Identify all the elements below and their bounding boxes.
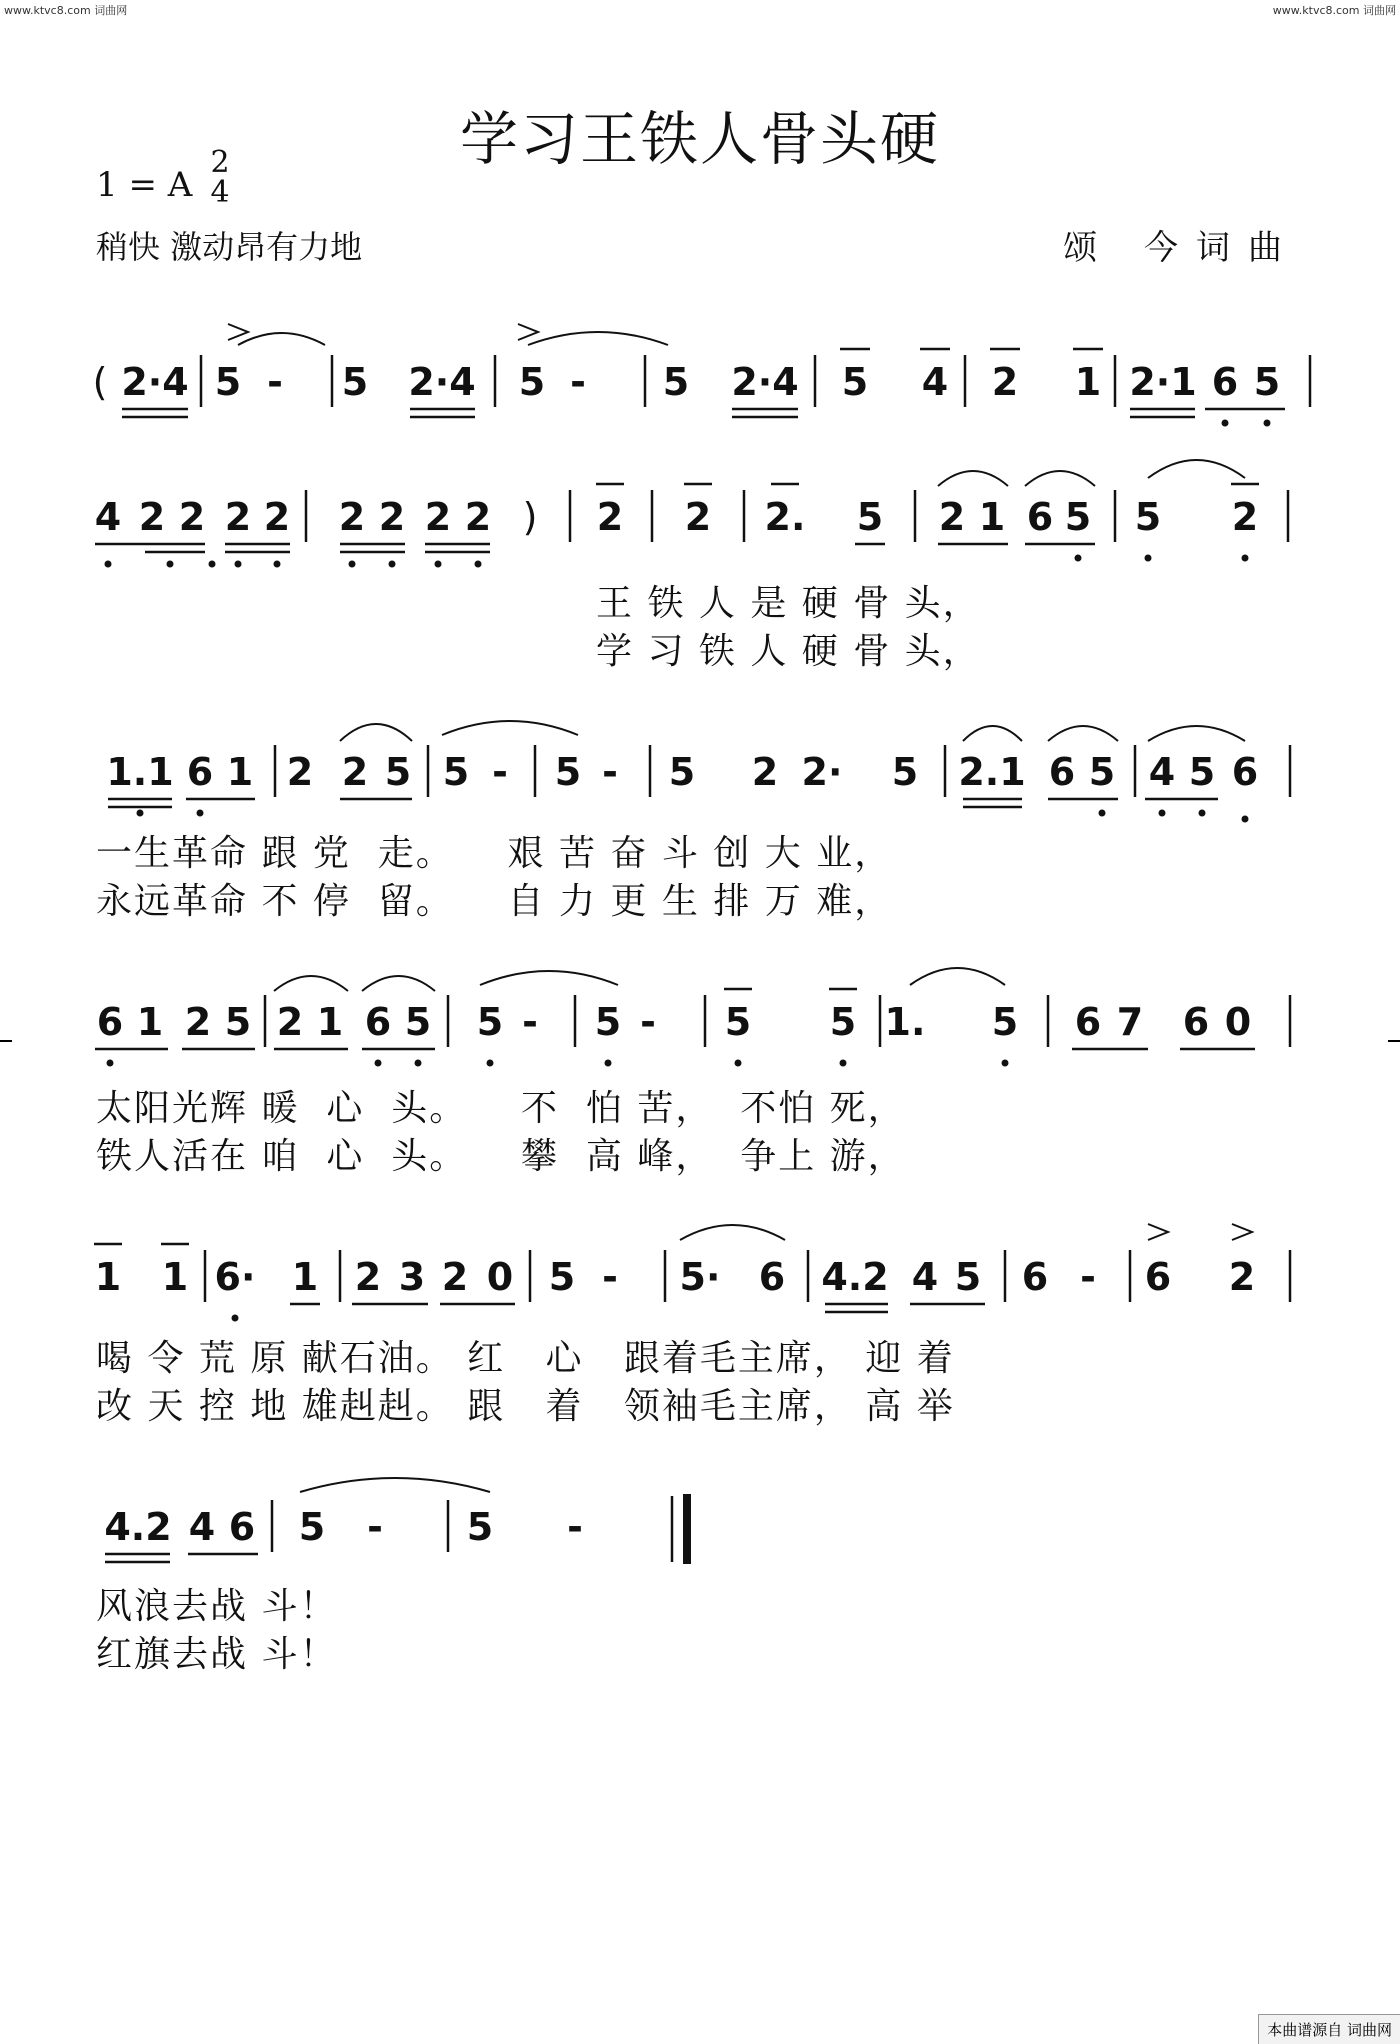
note: 5 bbox=[384, 750, 412, 794]
note: 4 bbox=[921, 360, 949, 404]
note: 4 bbox=[94, 495, 122, 539]
note: 6 bbox=[1144, 1255, 1172, 1299]
note: 2 bbox=[751, 750, 779, 794]
note: 5 bbox=[404, 1000, 432, 1044]
octave-dot bbox=[274, 561, 281, 568]
note: 6 bbox=[1182, 1000, 1210, 1044]
octave-dot bbox=[107, 1060, 114, 1067]
note: 5 bbox=[214, 360, 242, 404]
lyric-line5-verse1: 风浪去战 斗！ bbox=[96, 1586, 338, 1627]
note: 6· bbox=[214, 1255, 256, 1299]
note: 2 bbox=[1228, 1255, 1256, 1299]
note: 0 bbox=[1224, 1000, 1252, 1044]
note: 6 bbox=[1021, 1255, 1049, 1299]
note: 6 bbox=[1231, 750, 1259, 794]
time-bottom: 4 bbox=[210, 175, 230, 210]
note: 5· bbox=[679, 1255, 721, 1299]
slur bbox=[1025, 471, 1095, 486]
note: 5 bbox=[1088, 750, 1116, 794]
octave-dot bbox=[197, 810, 204, 817]
note: 2 bbox=[263, 495, 291, 539]
site-watermark-left: www.ktvc8.com 词曲网 bbox=[4, 4, 128, 17]
note: 2 bbox=[184, 1000, 212, 1044]
octave-dot bbox=[1222, 420, 1229, 427]
note: - bbox=[1080, 1255, 1096, 1299]
octave-dot bbox=[435, 561, 442, 568]
lyric-line4-verse1: 喝 令 荒 原 献石油。 红 心 跟着毛主席， 迎 着 bbox=[96, 1338, 955, 1379]
note: 2 bbox=[354, 1255, 382, 1299]
slur bbox=[1048, 726, 1118, 741]
note: 2. bbox=[764, 495, 806, 539]
octave-dot bbox=[1075, 555, 1082, 562]
octave-dot bbox=[840, 1060, 847, 1067]
note: 2·4 bbox=[408, 360, 476, 404]
note: 1 bbox=[1074, 360, 1102, 404]
note: 2 bbox=[441, 1255, 469, 1299]
slur bbox=[300, 1478, 490, 1492]
note: 2 bbox=[286, 750, 314, 794]
note: 6 bbox=[1048, 750, 1076, 794]
lyric-line2-verse1: 一生革命 跟 党 走。 艰 苦 奋 斗 创 大 业， bbox=[96, 833, 893, 874]
note: 2 bbox=[338, 495, 366, 539]
note: 5 bbox=[1064, 495, 1092, 539]
note: 5 bbox=[442, 750, 470, 794]
note: 4 bbox=[911, 1255, 939, 1299]
slur bbox=[1148, 726, 1245, 741]
note: 5 bbox=[724, 1000, 752, 1044]
octave-dot bbox=[1242, 816, 1249, 823]
note: 1 bbox=[291, 1255, 319, 1299]
note: 1 bbox=[161, 1255, 189, 1299]
note: 1 bbox=[226, 750, 254, 794]
source-footer: 本曲谱源自 词曲网 bbox=[1258, 2014, 1400, 2044]
note: 5 bbox=[668, 750, 696, 794]
note: 2.1 bbox=[958, 750, 1026, 794]
octave-dot bbox=[1145, 555, 1152, 562]
tempo-marking: 稍快 激动昂有力地 bbox=[96, 228, 363, 266]
slur bbox=[442, 721, 578, 735]
note: 1.1 bbox=[106, 750, 174, 794]
note: 5 bbox=[554, 750, 582, 794]
octave-dot bbox=[735, 1060, 742, 1067]
note: 2 bbox=[138, 495, 166, 539]
octave-dot bbox=[235, 561, 242, 568]
key-signature: 1 = A bbox=[96, 165, 193, 205]
slur bbox=[480, 971, 618, 985]
note: 4.2 bbox=[821, 1255, 889, 1299]
slur bbox=[963, 726, 1022, 741]
note: - bbox=[567, 1505, 583, 1549]
note: 2 bbox=[224, 495, 252, 539]
note: - bbox=[640, 1000, 656, 1044]
octave-dot bbox=[232, 1315, 239, 1322]
lyric-line1-verse1: 王 铁 人 是 硬 骨 头， bbox=[596, 583, 981, 624]
note: - bbox=[602, 750, 618, 794]
note: 2 bbox=[341, 750, 369, 794]
scan-edge-mark-right bbox=[1388, 1040, 1400, 1042]
slur bbox=[1148, 460, 1245, 478]
note: 2 bbox=[378, 495, 406, 539]
slur bbox=[274, 976, 348, 991]
octave-dot bbox=[1264, 420, 1271, 427]
note: 2 bbox=[276, 1000, 304, 1044]
lyric-line3-verse1: 太阳光辉 暖 心 头。 不 怕 苦， 不怕 死， bbox=[96, 1088, 906, 1129]
note: 5 bbox=[548, 1255, 576, 1299]
note: 5 bbox=[476, 1000, 504, 1044]
song-title: 学习王铁人骨头硬 bbox=[459, 105, 940, 173]
note: 2 bbox=[596, 495, 624, 539]
composer-credit: 颂 今词曲 bbox=[1063, 228, 1300, 268]
note: 0 bbox=[486, 1255, 514, 1299]
octave-dot bbox=[1242, 555, 1249, 562]
accent-mark bbox=[1232, 1224, 1252, 1240]
site-watermark-right: www.ktvc8.com 词曲网 bbox=[1272, 4, 1396, 17]
lyric-line1-verse2: 学 习 铁 人 硬 骨 头， bbox=[596, 631, 981, 672]
note: 2 bbox=[178, 495, 206, 539]
slur bbox=[680, 1225, 785, 1240]
lyric-line3-verse2: 铁人活在 咱 心 头。 攀 高 峰， 争上 游， bbox=[96, 1136, 906, 1177]
lyric-line4-verse2: 改 天 控 地 雄赳赳。 跟 着 领袖毛主席， 高 举 bbox=[96, 1386, 955, 1427]
final-barline-thick bbox=[683, 1494, 691, 1564]
note: 6 bbox=[364, 1000, 392, 1044]
octave-dot bbox=[105, 561, 112, 568]
note: 6 bbox=[186, 750, 214, 794]
octave-dot bbox=[1159, 810, 1166, 817]
octave-dot bbox=[375, 1060, 382, 1067]
note: 6 bbox=[1026, 495, 1054, 539]
accent-mark bbox=[1148, 1224, 1168, 1240]
note: 1 bbox=[94, 1255, 122, 1299]
note: 2 bbox=[1231, 495, 1259, 539]
octave-dot bbox=[167, 561, 174, 568]
note: 5 bbox=[224, 1000, 252, 1044]
octave-dot bbox=[1002, 1060, 1009, 1067]
octave-dot bbox=[349, 561, 356, 568]
note: 1. bbox=[884, 1000, 926, 1044]
time-top: 2 bbox=[210, 145, 230, 180]
octave-dot bbox=[1099, 810, 1106, 817]
note: 5 bbox=[466, 1505, 494, 1549]
note: 2·1 bbox=[1129, 360, 1197, 404]
note: - bbox=[267, 360, 283, 404]
octave-dot bbox=[389, 561, 396, 568]
note: 5 bbox=[1253, 360, 1281, 404]
lyric-line2-verse2: 永远革命 不 停 留。 自 力 更 生 排 万 难， bbox=[96, 881, 893, 922]
note: 4 bbox=[188, 1505, 216, 1549]
note: - bbox=[602, 1255, 618, 1299]
note: 5 bbox=[954, 1255, 982, 1299]
note: 2 bbox=[684, 495, 712, 539]
note: 5 bbox=[1134, 495, 1162, 539]
note: 5 bbox=[341, 360, 369, 404]
note: - bbox=[367, 1505, 383, 1549]
note: - bbox=[492, 750, 508, 794]
note: - bbox=[570, 360, 586, 404]
note: 2 bbox=[464, 495, 492, 539]
note: 3 bbox=[398, 1255, 426, 1299]
note: 2· bbox=[801, 750, 843, 794]
slur bbox=[528, 332, 668, 345]
note: 1 bbox=[136, 1000, 164, 1044]
note: 5 bbox=[829, 1000, 857, 1044]
note: 4.2 bbox=[104, 1505, 172, 1549]
note: 6 bbox=[758, 1255, 786, 1299]
slur bbox=[910, 968, 1005, 985]
octave-dot bbox=[137, 810, 144, 817]
accent-mark bbox=[518, 324, 538, 340]
octave-dot bbox=[487, 1060, 494, 1067]
note: 2 bbox=[938, 495, 966, 539]
slur bbox=[340, 724, 412, 741]
note: 5 bbox=[298, 1505, 326, 1549]
note: 5 bbox=[1188, 750, 1216, 794]
note: 4 bbox=[1148, 750, 1176, 794]
note: 6 bbox=[96, 1000, 124, 1044]
slur bbox=[938, 471, 1008, 486]
lyric-line5-verse2: 红旗去战 斗！ bbox=[96, 1634, 338, 1675]
note: 6 bbox=[228, 1505, 256, 1549]
octave-dot bbox=[605, 1060, 612, 1067]
note: 2 bbox=[424, 495, 452, 539]
close-paren: ) bbox=[522, 495, 538, 539]
note: 2·4 bbox=[121, 360, 189, 404]
octave-dot bbox=[209, 561, 216, 568]
slur bbox=[238, 333, 325, 345]
octave-dot bbox=[1199, 810, 1206, 817]
note: 5 bbox=[662, 360, 690, 404]
note: 5 bbox=[841, 360, 869, 404]
note: 5 bbox=[991, 1000, 1019, 1044]
note: 5 bbox=[594, 1000, 622, 1044]
note: 2 bbox=[991, 360, 1019, 404]
scan-edge-mark-left bbox=[0, 1040, 12, 1042]
note: 5 bbox=[856, 495, 884, 539]
note: - bbox=[522, 1000, 538, 1044]
note: 6 bbox=[1074, 1000, 1102, 1044]
note: 5 bbox=[891, 750, 919, 794]
note: 1 bbox=[978, 495, 1006, 539]
octave-dot bbox=[415, 1060, 422, 1067]
octave-dot bbox=[475, 561, 482, 568]
note: 1 bbox=[316, 1000, 344, 1044]
open-paren: ( bbox=[92, 360, 108, 404]
slur bbox=[362, 976, 435, 991]
accent-mark bbox=[228, 324, 248, 340]
note: 6 bbox=[1211, 360, 1239, 404]
note: 2·4 bbox=[731, 360, 799, 404]
note: 5 bbox=[518, 360, 546, 404]
note: 7 bbox=[1116, 1000, 1144, 1044]
